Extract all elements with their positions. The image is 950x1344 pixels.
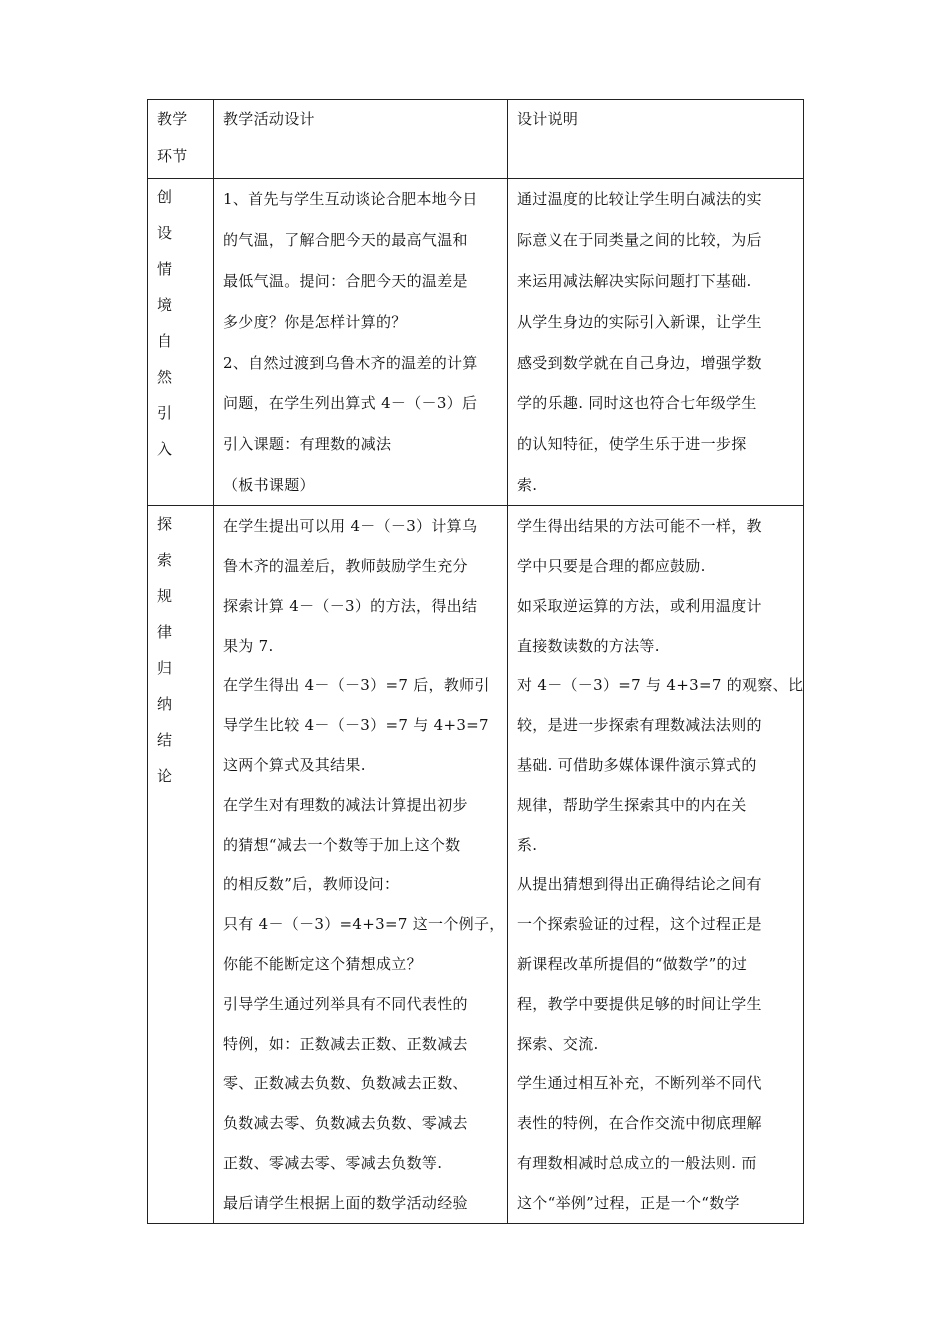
header-design-label: 教学活动设计 xyxy=(223,109,315,128)
stage-char: 律 xyxy=(157,623,173,642)
stage-char: 归 xyxy=(157,659,173,678)
design-text-line: 的气温，了解合肥今天的最高气温和 xyxy=(223,231,468,250)
note-text-line: 的认知特征，使学生乐于进一步探 xyxy=(517,435,747,454)
note-text-line: 际意义在于同类量之间的比较，为后 xyxy=(517,231,762,250)
note-text-line: 基础. 可借助多媒体课件演示算式的 xyxy=(517,756,757,775)
design-text-line: 1、首先与学生互动谈论合肥本地今日 xyxy=(223,190,478,209)
note-text-line: 较，是进一步探索有理数减法法则的 xyxy=(517,716,762,735)
note-text-line: 一个探索验证的过程，这个过程正是 xyxy=(517,915,762,934)
stage-char: 结 xyxy=(157,731,173,750)
design-text-line: 最后请学生根据上面的数学活动经验 xyxy=(223,1193,468,1212)
design-text-line: 引入课题：有理数的减法 xyxy=(223,435,392,454)
note-text-line: 学生得出结果的方法可能不一样，教 xyxy=(517,517,762,536)
note-text-line: 从学生身边的实际引入新课，让学生 xyxy=(517,312,762,331)
table-row-intro xyxy=(148,179,804,506)
note-text-line: 直接数读数的方法等. xyxy=(517,636,660,655)
stage-char: 入 xyxy=(157,440,173,458)
note-cell-intro xyxy=(508,179,804,506)
design-text-line: 2、自然过渡到乌鲁木齐的温差的计算 xyxy=(223,353,478,372)
design-text-line: 在学生对有理数的减法计算提出初步 xyxy=(223,795,468,814)
stage-char: 然 xyxy=(157,368,173,386)
note-text-line: 从提出猜想到得出正确得结论之间有 xyxy=(517,875,762,894)
stage-char: 设 xyxy=(157,224,173,242)
table-row-explore xyxy=(148,506,804,1223)
header-stage-line-1: 教学 xyxy=(157,109,188,128)
design-text-line: 只有 4－（－3）=4+3=7 这一个例子， xyxy=(223,915,505,934)
stage-char: 引 xyxy=(157,404,173,422)
stage-char: 索 xyxy=(157,551,173,570)
note-text-line: 索. xyxy=(517,475,538,494)
note-text-line: 表性的特例，在合作交流中彻底理解 xyxy=(517,1114,762,1133)
design-text-line: 在学生得出 4－（－3）=7 后，教师引 xyxy=(223,676,490,695)
note-text-line: 有理数相减时总成立的一般法则. 而 xyxy=(517,1154,757,1173)
design-text-line: 引导学生通过列举具有不同代表性的 xyxy=(223,994,468,1013)
lesson-plan-table xyxy=(147,99,804,1224)
note-text-line: 学的乐趣. 同时这也符合七年级学生 xyxy=(517,394,757,413)
design-text-line: 正数、零减去零、零减去负数等. xyxy=(223,1154,443,1173)
note-text-line: 通过温度的比较让学生明白减法的实 xyxy=(517,190,762,209)
design-text-line: 最低气温。提问：合肥今天的温差是 xyxy=(223,271,468,290)
header-design-cell xyxy=(214,100,508,179)
note-text-line: 探索、交流. xyxy=(517,1034,599,1053)
design-text-line: 这两个算式及其结果. xyxy=(223,756,366,775)
design-text-line: 在学生提出可以用 4－（－3）计算乌 xyxy=(223,517,478,536)
stage-char: 规 xyxy=(157,587,173,606)
note-cell-explore xyxy=(508,506,804,1223)
stage-char: 情 xyxy=(157,260,173,278)
design-text-line: 的猜想“减去一个数等于加上这个数 xyxy=(223,835,461,854)
note-text-line: 学生通过相互补充，不断列举不同代 xyxy=(517,1074,762,1093)
stage-char: 境 xyxy=(157,296,173,314)
design-cell-explore xyxy=(214,506,508,1223)
note-text-line: 系. xyxy=(517,835,538,854)
design-text-line: 特例，如：正数减去正数、正数减去 xyxy=(223,1034,468,1053)
design-text-line: 导学生比较 4－（－3）=7 与 4+3=7 xyxy=(223,716,489,735)
note-text-line: 感受到数学就在自己身边，增强学数 xyxy=(517,353,762,372)
header-note-label: 设计说明 xyxy=(517,109,579,128)
note-text-line: 对 4－（－3）=7 与 4+3=7 的观察、比 xyxy=(517,676,804,695)
note-text-line: 这个“举例”过程，正是一个“数学 xyxy=(517,1193,740,1212)
note-text-line: 来运用减法解决实际问题打下基础. xyxy=(517,271,752,290)
design-text-line: 你能不能断定这个猜想成立？ xyxy=(223,955,422,974)
note-text-line: 新课程改革所提倡的“做数学”的过 xyxy=(517,955,748,974)
header-stage-line-2: 环节 xyxy=(157,146,188,165)
stage-char: 自 xyxy=(157,332,173,350)
table-header-row xyxy=(148,100,804,179)
stage-char: 探 xyxy=(157,515,173,534)
design-text-line: 果为 7. xyxy=(223,636,274,655)
note-text-line: 规律，帮助学生探索其中的内在关 xyxy=(517,795,747,814)
design-text-line: 鲁木齐的温差后，教师鼓励学生充分 xyxy=(223,557,468,576)
design-text-line: 负数减去零、负数减去负数、零减去 xyxy=(223,1114,468,1133)
design-cell-intro xyxy=(214,179,508,506)
note-text-line: 程，教学中要提供足够的时间让学生 xyxy=(517,994,762,1013)
stage-cell-intro xyxy=(148,179,214,506)
header-stage-cell xyxy=(148,100,214,179)
note-text-line: 学中只要是合理的都应鼓励. xyxy=(517,557,706,576)
design-text-line: 的相反数”后，教师设问： xyxy=(223,875,400,894)
stage-char: 创 xyxy=(157,188,173,206)
design-text-line: 探索计算 4－（－3）的方法，得出结 xyxy=(223,596,478,615)
stage-cell-explore xyxy=(148,506,214,1223)
design-text-line: 多少度？你是怎样计算的？ xyxy=(223,312,407,331)
design-text-line: 问题，在学生列出算式 4－（－3）后 xyxy=(223,394,478,413)
stage-char: 论 xyxy=(157,767,173,786)
design-text-line: （板书课题） xyxy=(223,475,315,494)
stage-char: 纳 xyxy=(157,695,173,714)
design-text-line: 零、正数减去负数、负数减去正数、 xyxy=(223,1074,468,1093)
note-text-line: 如采取逆运算的方法，或利用温度计 xyxy=(517,596,762,615)
header-note-cell xyxy=(508,100,804,179)
